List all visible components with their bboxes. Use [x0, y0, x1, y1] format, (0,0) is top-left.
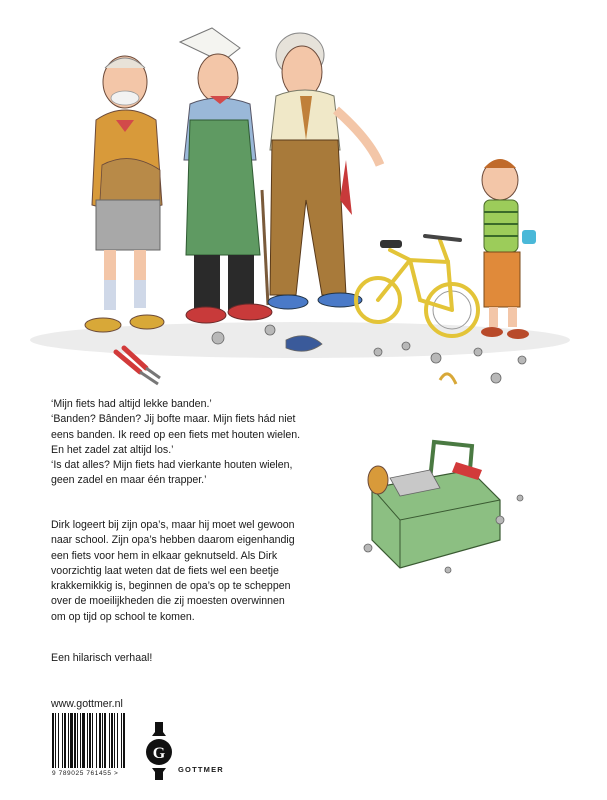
grandpa-middle	[180, 28, 272, 323]
blurb-line: een fiets voor hem in elkaar geknutseld. Als Dirk	[51, 549, 278, 562]
barcode-bar	[87, 713, 88, 768]
dialogue-text	[51, 397, 351, 489]
dialogue-line: ‘Is dat alles? Mijn fiets had vierkante houten wielen,	[51, 459, 293, 472]
grandpa-right	[268, 33, 380, 309]
barcode-bar	[121, 713, 122, 768]
barcode-bar	[104, 713, 106, 768]
barcode-bar	[80, 713, 81, 768]
barcode-bar	[70, 713, 73, 768]
publisher-name: GOTTMER	[178, 765, 224, 774]
dialogue-line: ‘Banden? Bânden? Jij bofte maar. Mijn fiets hád niet	[51, 413, 296, 426]
toolbox	[364, 442, 523, 573]
barcode-bar	[74, 713, 76, 768]
barcode-bar	[117, 713, 118, 768]
barcode-bar	[123, 713, 125, 768]
blurb-line: Dirk logeert bij zijn opa’s, maar hij moet wel gewoon	[51, 519, 295, 531]
boy	[481, 159, 536, 339]
logo-letter: G	[152, 745, 166, 762]
barcode-bar	[77, 713, 78, 768]
barcode-bar	[62, 713, 63, 768]
website-url[interactable]: www.gottmer.nl	[51, 698, 123, 710]
blurb-line: voorzichtig laat weten dat de fiets wel een beetje	[51, 564, 279, 577]
barcode-bar	[64, 713, 66, 768]
dialogue-line: eens banden. Ik reed op een fiets met houten wielen.	[51, 428, 301, 441]
blurb-line: over de moeilijkheden die zij moesten overwinnen	[51, 595, 285, 608]
barcode-bar	[92, 713, 93, 768]
barcode-bar	[96, 713, 97, 768]
isbn-number: 9 789025 761455 >	[52, 770, 119, 777]
tagline	[51, 651, 351, 666]
bicycle	[356, 236, 478, 336]
barcode-bar	[89, 713, 91, 768]
gottmer-logo-icon	[144, 722, 174, 780]
grandpa-left	[85, 56, 164, 332]
dialogue-line: En het zadel zat altijd los.’	[51, 443, 174, 456]
dialogue-line: ‘Mijn fiets had altijd lekke banden.’	[51, 398, 212, 410]
barcode-bar	[102, 713, 103, 768]
barcode-bar	[99, 713, 101, 768]
barcode-bar	[111, 713, 113, 768]
dialogue-line: geen zadel en maar één trapper.’	[51, 474, 207, 487]
barcode-bar	[52, 713, 54, 768]
barcode-bar	[55, 713, 56, 768]
blurb-text	[51, 518, 351, 625]
blurb-line: om op tijd op school te komen.	[51, 610, 195, 623]
barcode-bar	[68, 713, 69, 768]
barcode-bar	[82, 713, 85, 768]
barcode-bar	[58, 713, 59, 768]
barcode	[51, 713, 143, 773]
blurb-line: naar school. Zijn opa’s hebben daarom eigenhandig	[51, 534, 295, 547]
blurb-line: krakkemikkig is, beginnen de opa’s op te scheppen	[51, 580, 291, 593]
barcode-bar	[109, 713, 110, 768]
barcode-bar	[114, 713, 115, 768]
tagline-text: Een hilarisch verhaal!	[51, 652, 153, 664]
